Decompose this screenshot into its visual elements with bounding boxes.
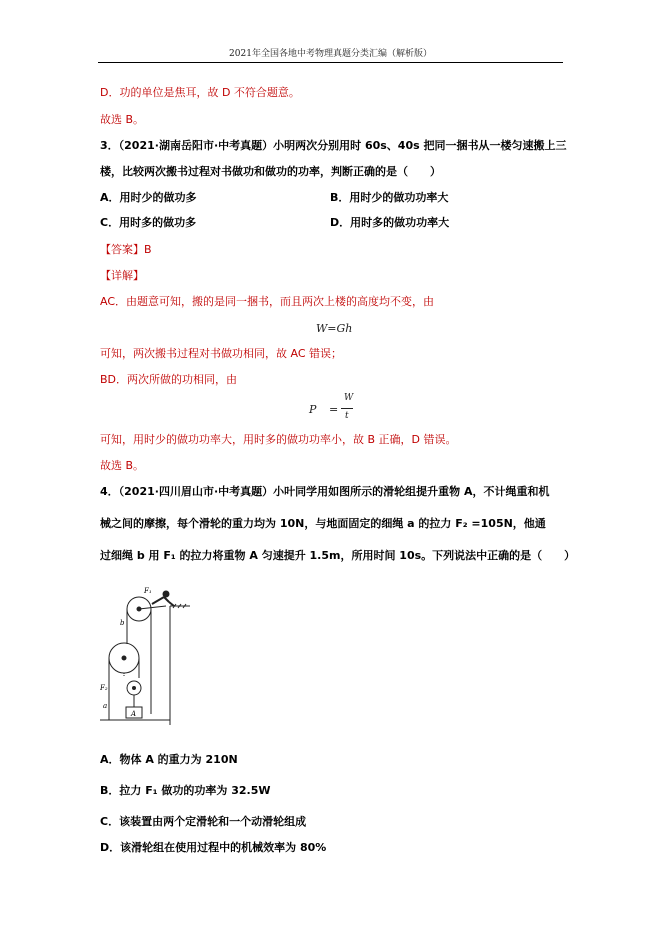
label-a: a <box>103 702 108 710</box>
option-d-explanation: D．功的单位是焦耳，故 D 不符合题意。 <box>100 86 300 99</box>
formula-equals: = <box>329 403 339 416</box>
analysis-ac: AC．由题意可知，搬的是同一捆书，而且两次上楼的高度均不变，由 <box>100 295 435 308</box>
label-b: b <box>120 619 125 627</box>
question-3-option-a: A．用时少的做功多 <box>100 191 197 204</box>
analysis-bd: BD．两次所做的功相同，由 <box>100 373 238 386</box>
formula-work: W=Gh <box>316 322 353 335</box>
question-4-stem-line2: 械之间的摩擦，每个滑轮的重力均为 10N，与地面固定的细绳 a 的拉力 F₂ =105N，他通 <box>100 517 546 530</box>
label-load-a: A <box>131 710 137 718</box>
question-4-stem-line3: 过细绳 b 用 F₁ 的拉力将重物 A 匀速提升 1.5m，所用时间 10s。下列说法中正确的是（ ） <box>100 549 576 562</box>
question-3-option-d: D．用时多的做功功率大 <box>330 216 450 229</box>
formula-power <box>307 392 367 428</box>
previous-answer: 故选 B。 <box>100 113 145 126</box>
header-rule <box>98 62 563 63</box>
formula-p: P <box>309 403 317 416</box>
page-header: 2021年全国各地中考物理真题分类汇编（解析版） <box>229 49 432 59</box>
fraction-bar <box>341 408 353 409</box>
detail-label: 【详解】 <box>100 269 144 282</box>
question-3-stem-line1: 3．（2021·湖南岳阳市·中考真题）小明两次分别用时 60s、40s 把同一捆书从一楼匀速搬上三 <box>100 139 567 152</box>
question-4-option-d: D．该滑轮组在使用过程中的机械效率为 80% <box>100 841 327 854</box>
final-answer: 故选 B。 <box>100 459 145 472</box>
formula-denominator: t <box>345 411 349 421</box>
question-3-stem-line2: 楼，比较两次搬书过程对书做功和做功的功率，判断正确的是（ ） <box>100 165 441 178</box>
question-4-option-c: C．该装置由两个定滑轮和一个动滑轮组成 <box>100 815 307 828</box>
label-f2: F₂ <box>100 684 108 692</box>
analysis-bd-conclusion: 可知，用时少的做功功率大，用时多的做功功率小，故 B 正确，D 错误。 <box>100 433 457 446</box>
question-3-option-c: C．用时多的做功多 <box>100 216 197 229</box>
formula-numerator: W <box>344 393 354 403</box>
question-4-option-a: A．物体 A 的重力为 210N <box>100 753 238 766</box>
question-4-stem-line1: 4．（2021·四川眉山市·中考真题）小叶同学用如图所示的滑轮组提升重物 A，不计绳重和机 <box>100 485 550 498</box>
label-f1: F₁ <box>144 587 152 595</box>
question-3-option-b: B．用时少的做功功率大 <box>330 191 449 204</box>
answer-label: 【答案】B <box>100 243 152 256</box>
analysis-ac-conclusion: 可知，两次搬书过程对书做功相同，故 AC 错误； <box>100 347 343 360</box>
pulley-system-diagram <box>100 580 190 725</box>
question-4-option-b: B．拉力 F₁ 做功的功率为 32.5W <box>100 784 271 797</box>
